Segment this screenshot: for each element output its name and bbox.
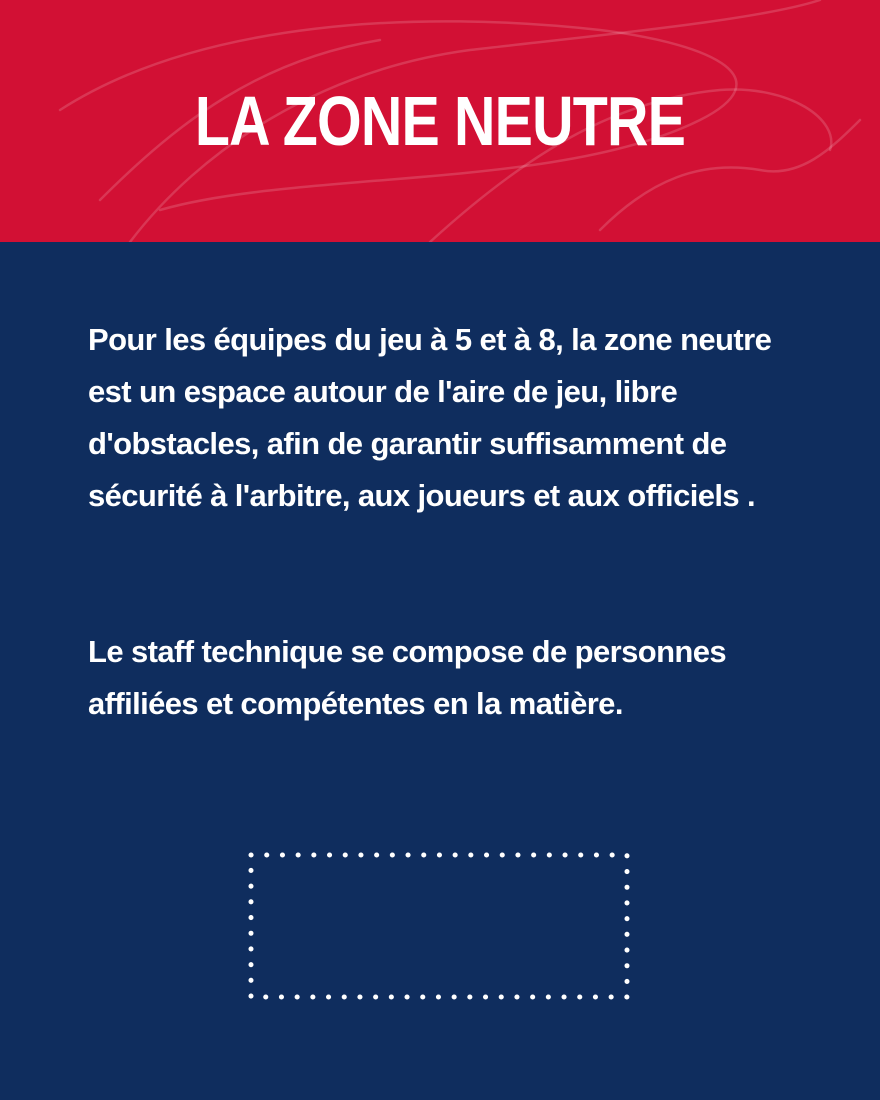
header-banner <box>0 0 880 242</box>
page-title: LA ZONE NEUTRE <box>194 82 686 160</box>
paragraph-neutral-zone: Pour les équipes du jeu à 5 et à 8, la zone neutre est un espace autour de l'aire de jeu, libre d'obstacles, afin de garantir suffisamment de sécurité à l'arbitre, aux joueurs et aux officiels . <box>88 322 772 513</box>
dotted-frame <box>248 852 630 1000</box>
paragraph-technical-staff: Le staff technique se compose de personnes affiliées et compétentes en la matière. <box>88 634 727 721</box>
